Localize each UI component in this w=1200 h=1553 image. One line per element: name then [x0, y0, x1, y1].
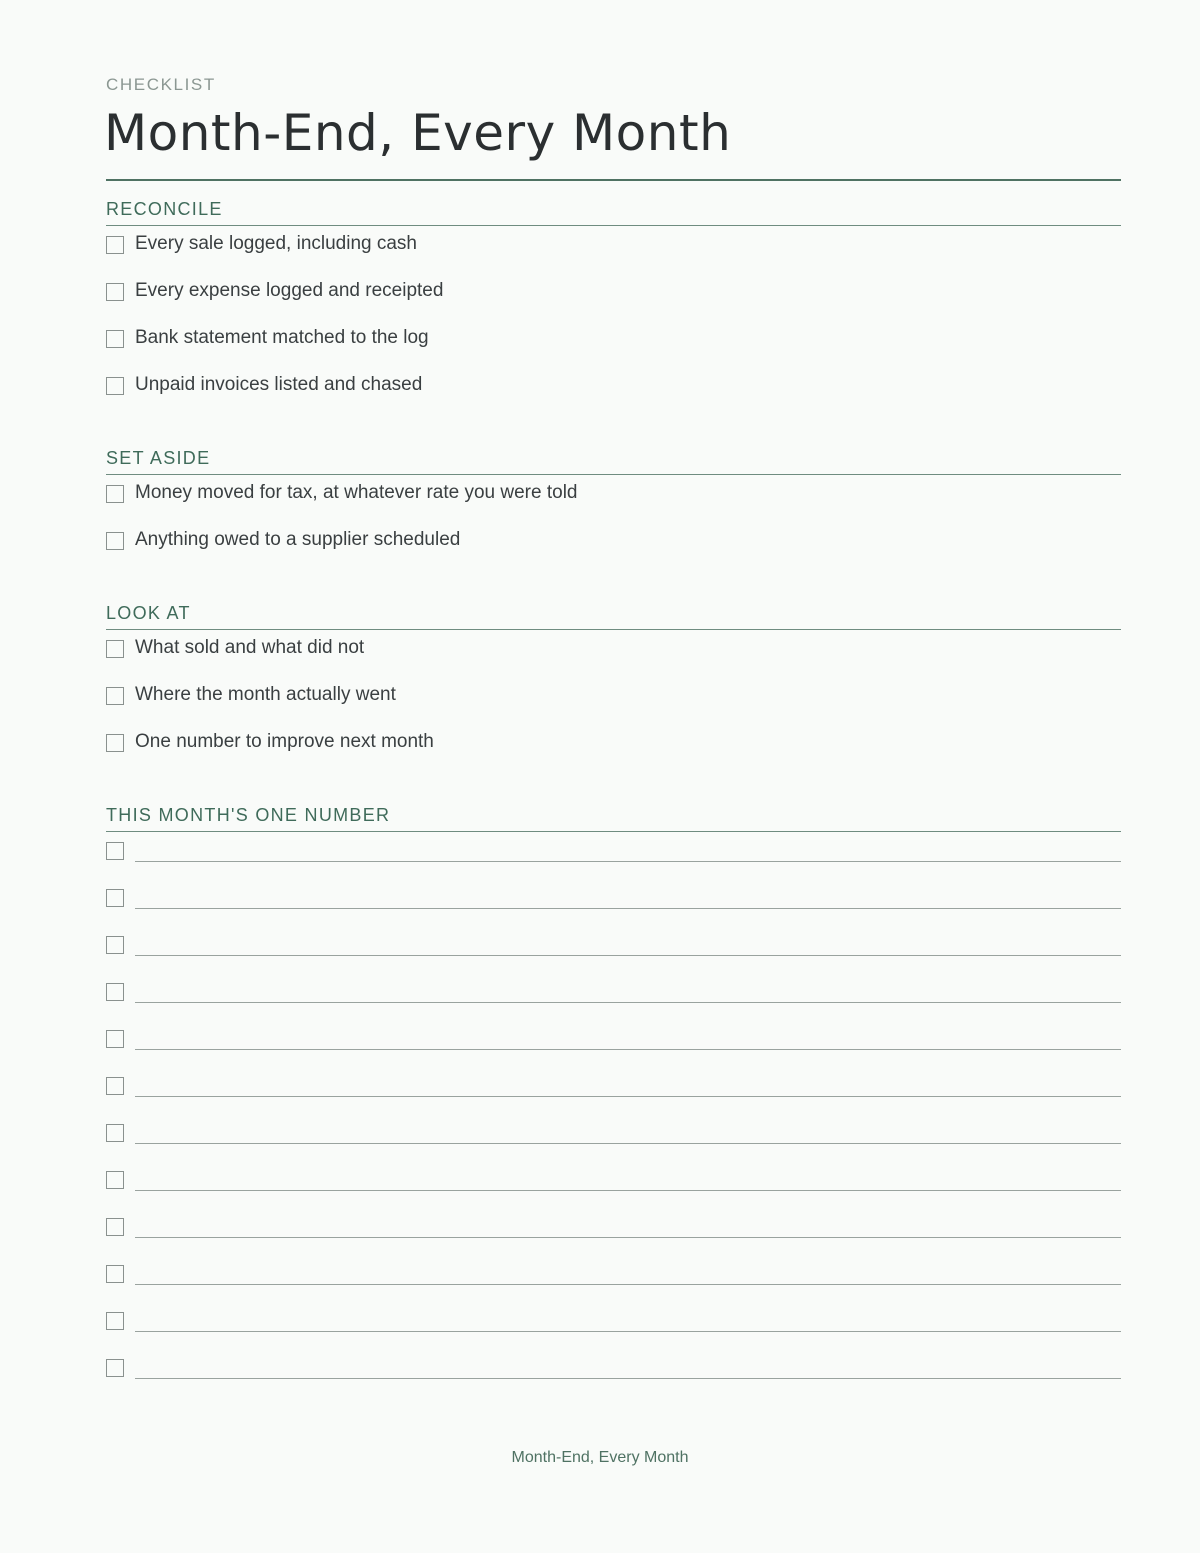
- write-in-line[interactable]: [135, 1190, 1121, 1191]
- write-in-line[interactable]: [135, 1237, 1121, 1238]
- page-title: Month-End, Every Month: [104, 104, 732, 162]
- eyebrow-label: CHECKLIST: [106, 75, 216, 94]
- write-in-line[interactable]: [135, 1096, 1121, 1097]
- write-in-line[interactable]: [135, 861, 1121, 862]
- checklist-item-label: What sold and what did not: [135, 637, 365, 658]
- checkbox[interactable]: [106, 532, 124, 550]
- checklist-item-label: Unpaid invoices listed and chased: [135, 374, 423, 395]
- checklist-item: [106, 531, 1121, 553]
- checklist-item-label: One number to improve next month: [135, 731, 434, 752]
- blank-line-item: [106, 935, 1121, 957]
- write-in-line[interactable]: [135, 1002, 1121, 1003]
- checklist-item: [106, 282, 1121, 304]
- section-title-reconcile: RECONCILE: [106, 199, 223, 219]
- write-in-line[interactable]: [135, 1331, 1121, 1332]
- section-title-set-aside: SET ASIDE: [106, 448, 211, 468]
- checklist-page: [106, 0, 1121, 1553]
- section-divider: [106, 629, 1121, 630]
- checkbox[interactable]: [106, 1218, 124, 1236]
- checkbox[interactable]: [106, 936, 124, 954]
- checklist-item: [106, 733, 1121, 755]
- checklist-item: [106, 235, 1121, 257]
- checklist-item: [106, 376, 1121, 398]
- blank-line-item: [106, 1170, 1121, 1192]
- section-divider: [106, 225, 1121, 226]
- checkbox[interactable]: [106, 236, 124, 254]
- blank-line-item: [106, 888, 1121, 910]
- checkbox[interactable]: [106, 283, 124, 301]
- checkbox[interactable]: [106, 1030, 124, 1048]
- blank-line-item: [106, 982, 1121, 1004]
- checkbox[interactable]: [106, 734, 124, 752]
- write-in-line[interactable]: [135, 1284, 1121, 1285]
- write-in-line[interactable]: [135, 1378, 1121, 1379]
- section-title-one-number: THIS MONTH'S ONE NUMBER: [106, 805, 391, 825]
- blank-line-item: [106, 1264, 1121, 1286]
- checkbox[interactable]: [106, 1171, 124, 1189]
- checkbox[interactable]: [106, 640, 124, 658]
- checkbox[interactable]: [106, 1077, 124, 1095]
- checkbox[interactable]: [106, 1312, 124, 1330]
- checklist-item: [106, 329, 1121, 351]
- checkbox[interactable]: [106, 1124, 124, 1142]
- section-divider: [106, 474, 1121, 475]
- checklist-item-label: Where the month actually went: [135, 684, 396, 705]
- checkbox[interactable]: [106, 377, 124, 395]
- blank-line-item: [106, 1123, 1121, 1145]
- blank-line-item: [106, 1029, 1121, 1051]
- write-in-line[interactable]: [135, 955, 1121, 956]
- blank-line-item: [106, 1311, 1121, 1333]
- checkbox[interactable]: [106, 1265, 124, 1283]
- checkbox[interactable]: [106, 330, 124, 348]
- checklist-item-label: Anything owed to a supplier scheduled: [135, 529, 461, 550]
- checkbox[interactable]: [106, 983, 124, 1001]
- section-divider: [106, 831, 1121, 832]
- checkbox[interactable]: [106, 485, 124, 503]
- checkbox[interactable]: [106, 1359, 124, 1377]
- blank-line-item: [106, 1217, 1121, 1239]
- checklist-item-label: Every expense logged and receipted: [135, 280, 444, 301]
- checklist-item: [106, 484, 1121, 506]
- section-title-look-at: LOOK AT: [106, 603, 191, 623]
- write-in-line[interactable]: [135, 1049, 1121, 1050]
- blank-line-item: [106, 841, 1121, 863]
- write-in-line[interactable]: [135, 908, 1121, 909]
- checklist-item-label: Money moved for tax, at whatever rate you were told: [135, 482, 578, 503]
- checklist-item: [106, 639, 1121, 661]
- checkbox[interactable]: [106, 687, 124, 705]
- checkbox[interactable]: [106, 842, 124, 860]
- checklist-item: [106, 686, 1121, 708]
- title-divider: [106, 179, 1121, 181]
- blank-line-item: [106, 1076, 1121, 1098]
- checkbox[interactable]: [106, 889, 124, 907]
- write-in-line[interactable]: [135, 1143, 1121, 1144]
- checklist-item-label: Every sale logged, including cash: [135, 233, 418, 254]
- checklist-item-label: Bank statement matched to the log: [135, 327, 429, 348]
- blank-line-item: [106, 1358, 1121, 1380]
- page-footer: Month-End, Every Month: [511, 1449, 689, 1466]
